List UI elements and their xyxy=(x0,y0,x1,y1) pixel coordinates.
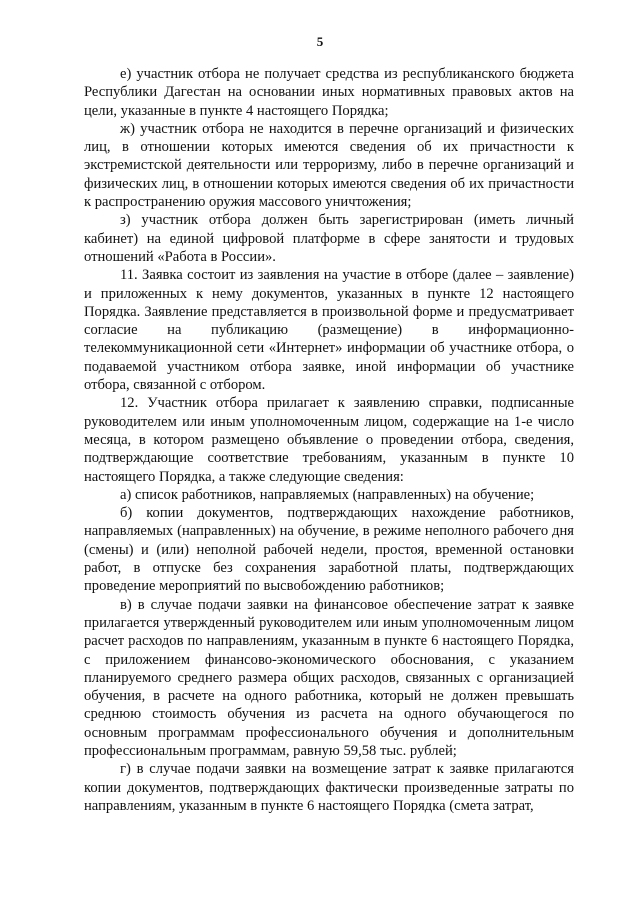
page-number: 5 xyxy=(316,34,324,49)
paragraph-g: г) в случае подачи заявки на возмещение затрат к заявке прилагаются копии документов, подтверждающих фактически произведенные затраты по направлениям, указанным в пункте 6 настоящего Порядка (смета затрат, xyxy=(84,761,574,814)
paragraph-e: е) участник отбора не получает средства из республиканского бюджета Республики Дагестан на основании иных нормативных правовых актов на цели, указанные в пункте 4 настоящего Порядка; xyxy=(84,66,574,119)
paragraph-12: 12. Участник отбора прилагает к заявлению справки, подписанные руководителем или иным уполномоченным лицом, содержащие на 1-е число месяца, в котором размещено объявление о проведении отбора, сведения, подтверждающие соответствие требованиям, указанным в пункте 10 настоящего Порядка, а также следующие сведения: xyxy=(84,395,574,485)
paragraph-z: з) участник отбора должен быть зарегистрирован (иметь личный кабинет) на единой цифровой платформе в сфере занятости и трудовых отношений «Работа в России». xyxy=(84,212,574,265)
paragraph-b: б) копии документов, подтверждающих нахождение работников, направляемых (направленных) на обучение, в режиме неполного рабочего дня (смены) и (или) неполной рабочей недели, простоя, временной остановки работ, в отпуске без сохранения заработной платы, подтверждающих проведение мероприятий по высвобождению работников; xyxy=(84,505,574,595)
document-body xyxy=(84,65,574,815)
paragraph-zh: ж) участник отбора не находится в перечне организаций и физических лиц, в отношении которых имеются сведения об их причастности к экстремистской деятельности или терроризму, либо в перечне организаций и физических лиц, в отношении которых имеются сведения об их причастности к распространению оружия массового уничтожения; xyxy=(84,120,574,211)
paragraph-v: в) в случае подачи заявки на финансовое обеспечение затрат к заявке прилагается утвержденный руководителем или иным уполномоченным лицом расчет расходов по направлениям, указанным в пункте 6 настоящего Порядка, с приложением финансово-экономического обоснования, с указанием планируемого среднего размера общих расходов, связанных с организацией обучения, в расчете на одного работника, который не должен превышать среднюю стоимость обучения из расчета на одного обучающегося по основным программам профессионального обучения и дополнительным профессиональным программам, равную 59,58 тыс. рублей; xyxy=(84,596,574,759)
paragraph-a: а) список работников, направляемых (направленных) на обучение; xyxy=(120,486,535,503)
paragraph-11: 11. Заявка состоит из заявления на участие в отборе (далее – заявление) и приложенных к нему документов, указанных в пункте 12 настоящего Порядка. Заявление представляется в произвольной форме и предусматривает согласие на публикацию (размещение) в информационно-телекоммуникационной сети «Интернет» информации об участнике отбора, о подаваемой участником отбора заявке, иной информации об участнике отбора, связанной с отбором. xyxy=(84,267,574,394)
